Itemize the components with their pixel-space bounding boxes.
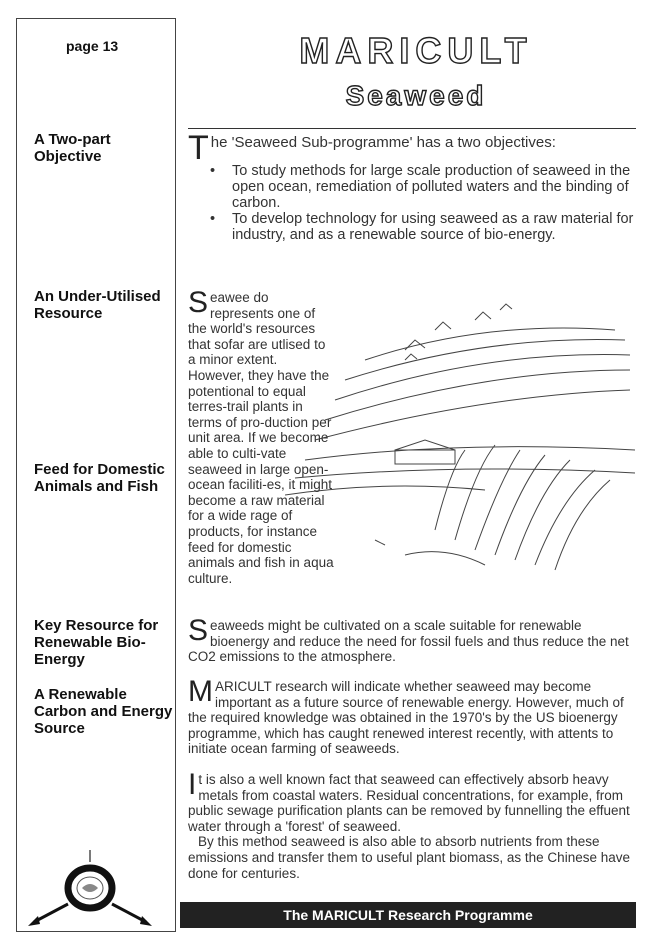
- metals-paragraph: [188, 768, 636, 881]
- list-item: • To study methods for large scale production of seaweed in the open ocean, remediation of polluted waters and the binding of carbon.: [210, 163, 638, 211]
- sidebar-heading-bioenergy: Key Resource for Renewable Bio-Energy: [34, 617, 159, 668]
- dropcap: I: [188, 768, 197, 801]
- maricult-logo: [24, 848, 174, 928]
- maricult-text: ARICULT research will indicate whether seaweed may become important as a future source of renewable energy. However, much of the required knowledge was obtained in the 1970's by the US bioenergy programme, which has caught renewed interest recently, with attents to initiate ocean farming of seaweeds.: [188, 679, 624, 757]
- sidebar-heading-carbon: A Renewable Carbon and Energy Source: [34, 686, 173, 737]
- list-item: • To develop technology for using seaweed as a raw material for industry, and as a renewable source of bio-energy.: [210, 211, 638, 243]
- maricult-paragraph: [188, 675, 636, 757]
- intro-paragraph: [188, 129, 638, 167]
- heading-rule: [188, 128, 636, 129]
- page-title: MARICULT: [299, 30, 533, 71]
- resource-text: eawee do represents one of the world's resources that sofar are utlised to a minor extent. However, they have the potentional to equal terres-trail plants in terms of pro-duction per unit area. If we become able to culti-vate seaweed in large open-ocean faciliti-es, it might become a raw material for a wide rage of products, for instance feed for domestic animals and fish in aqua culture.: [188, 290, 334, 586]
- objectives-list: [188, 163, 638, 243]
- page-number: page 13: [66, 38, 119, 54]
- illustration-float-space: [336, 290, 636, 572]
- sidebar-heading-objective: A Two-part Objective: [34, 131, 111, 165]
- dropcap: S: [188, 614, 209, 647]
- page-subtitle: Seaweed: [345, 80, 487, 111]
- footer-banner: The MARICULT Research Programme: [180, 902, 636, 928]
- resource-paragraph: [188, 286, 636, 586]
- dropcap: S: [188, 286, 209, 319]
- bioenergy-text: eaweeds might be cultivated on a scale suitable for renewable bioenergy and reduce the need for fossil fuels and thus reduce the net CO2 emissions to the atmosphere.: [188, 618, 629, 665]
- dropcap: T: [188, 129, 209, 167]
- dropcap: M: [188, 675, 213, 708]
- metals-text: t is also a well known fact that seaweed can effectively absorb heavy metals from coastal waters. Residual concentrations, for example, from public sewage purification plants can be removed by funnelling the effuent water through a 'forest' of seaweed.: [188, 772, 630, 834]
- sidebar-heading-resource: An Under-Utilised Resource: [34, 288, 161, 322]
- metals-text-continued: By this method seaweed is also able to absorb nutrients from these emissions and transfer them to useful plant biomass, as the Chinese have done for centuries.: [188, 834, 630, 881]
- intro-text: he 'Seaweed Sub-programme' has a two objectives:: [210, 134, 556, 151]
- sidebar-heading-feed: Feed for Domestic Animals and Fish: [34, 461, 165, 495]
- objectives-section: [188, 129, 638, 243]
- bioenergy-paragraph: [188, 614, 636, 665]
